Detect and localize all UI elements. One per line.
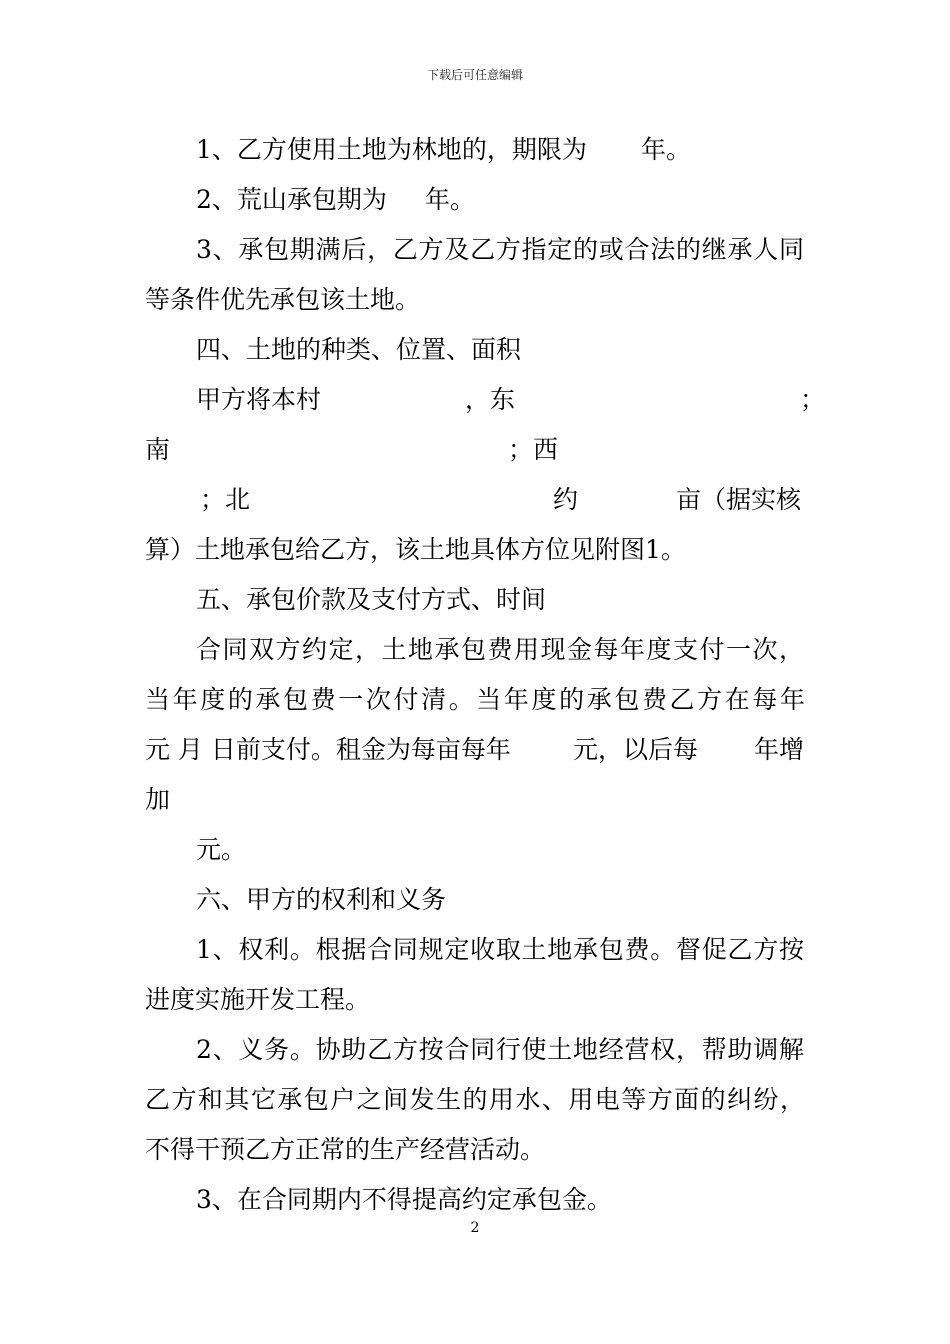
text-segment: 当年度的承包费一次付清。当年度的承包费乙方在每年 (145, 685, 805, 714)
text-segment: ； (800, 385, 826, 414)
paragraph-line (0, 280, 950, 320)
page-header: 下载后可任意编辑 (426, 68, 523, 82)
text-segment: 加 (145, 785, 171, 814)
text-segment: ；北 (200, 485, 251, 514)
page-number: 2 (470, 1220, 480, 1236)
paragraph-line (0, 380, 950, 420)
text-segment: 1、权利。根据合同规定收取土地承包费。督促乙方按 (196, 935, 804, 964)
paragraph-line (0, 780, 950, 820)
paragraph-line (0, 830, 950, 870)
text-segment: 年。 (425, 185, 476, 214)
text-segment: 进度实施开发工程。 (145, 985, 371, 1014)
paragraph-line (0, 230, 950, 270)
paragraph-line (0, 1030, 950, 1070)
paragraph-line (0, 730, 950, 770)
text-segment: 算）土地承包给乙方，该土地具体方位见附图1。 (145, 535, 686, 564)
text-segment: 约 (553, 485, 579, 514)
section-heading (0, 580, 950, 620)
paragraph-line (0, 1180, 950, 1220)
text-segment: 年。 (641, 135, 692, 164)
text-segment: 五、承包价款及支付方式、时间 (196, 585, 547, 614)
text-segment: 元，以后每 (573, 735, 699, 764)
text-segment: 3、承包期满后，乙方及乙方指定的或合法的继承人同 (196, 235, 804, 264)
paragraph-line (0, 530, 950, 570)
text-segment: 2、荒山承包期为 (196, 185, 387, 214)
text-segment: ，东 (465, 385, 516, 414)
section-heading (0, 330, 950, 370)
paragraph-line (0, 630, 950, 670)
text-segment: 不得干预乙方正常的生产经营活动。 (145, 1135, 546, 1164)
text-segment: 等条件优先承包该土地。 (145, 285, 421, 314)
text-segment: 3、在合同期内不得提高约定承包金。 (196, 1185, 612, 1214)
paragraph-line (0, 480, 950, 520)
text-segment: 亩（据实核 (676, 485, 802, 514)
paragraph-line (0, 930, 950, 970)
section-heading (0, 880, 950, 920)
text-segment: 乙方和其它承包户之间发生的用水、用电等方面的纠纷， (145, 1085, 805, 1114)
text-segment: 元 月 日前支付。租金为每亩每年 (145, 735, 511, 764)
text-segment: 元。 (196, 835, 247, 864)
text-segment: 年增 (754, 735, 805, 764)
text-segment: 甲方将本村 (196, 385, 322, 414)
paragraph-line (0, 1080, 950, 1120)
paragraph-line (0, 180, 950, 220)
paragraph-line (0, 130, 950, 170)
text-segment: ；西 (508, 435, 559, 464)
paragraph-line (0, 680, 950, 720)
paragraph-line (0, 980, 950, 1020)
text-segment: 六、甲方的权利和义务 (196, 885, 447, 914)
text-segment: 2、义务。协助乙方按合同行使土地经营权，帮助调解 (196, 1035, 804, 1064)
text-segment: 南 (145, 435, 171, 464)
text-segment: 1、乙方使用土地为林地的，期限为 (196, 135, 587, 164)
paragraph-line (0, 430, 950, 470)
paragraph-line (0, 1130, 950, 1170)
text-segment: 四、土地的种类、位置、面积 (196, 335, 522, 364)
text-segment: 合同双方约定，土地承包费用现金每年度支付一次， (196, 635, 804, 664)
